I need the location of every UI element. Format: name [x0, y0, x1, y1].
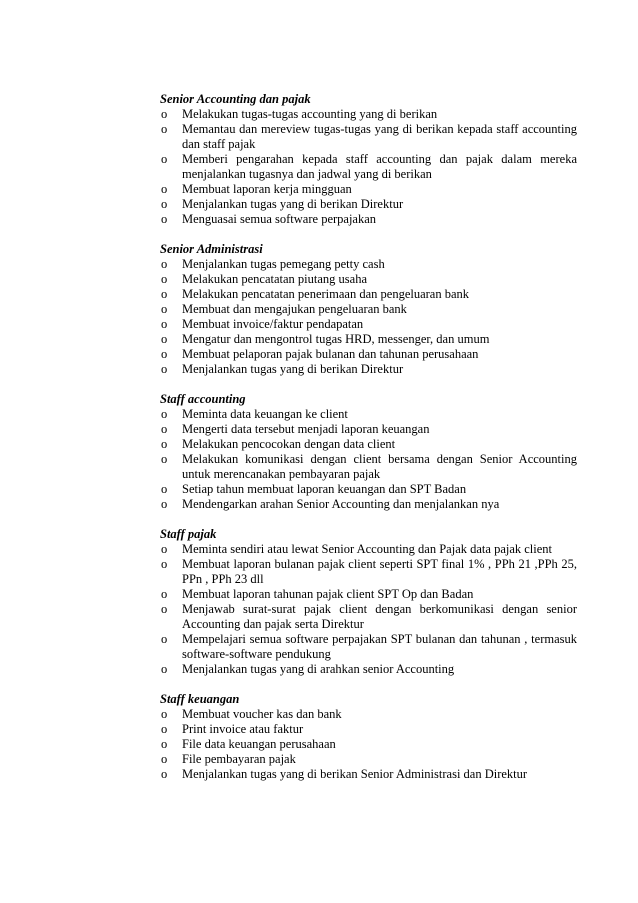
section-title: Senior Administrasi [160, 242, 263, 256]
section-senior-administrasi [160, 242, 577, 377]
list-item [160, 587, 577, 602]
item-text: Membuat laporan kerja mingguan [182, 182, 352, 196]
bullet-icon: o [161, 602, 168, 616]
list-item [160, 497, 577, 512]
item-text: Melakukan pencocokan dengan data client [182, 437, 396, 451]
list-item [160, 302, 577, 317]
item-text: Mengatur dan mengontrol tugas HRD, messenger, dan umum [182, 332, 490, 346]
section-title: Senior Accounting dan pajak [160, 92, 311, 106]
bullet-icon: o [161, 632, 168, 646]
section-title: Staff keuangan [160, 692, 240, 706]
item-text: Menguasai semua software perpajakan [182, 212, 377, 226]
bullet-icon: o [161, 122, 168, 136]
list-item [160, 257, 577, 272]
section-senior-accounting [160, 92, 577, 227]
list-item [160, 752, 577, 767]
list-item [160, 122, 577, 152]
item-text: Menjawab surat-surat pajak client dengan berkomunikasi dengan senior Accounting dan pajak serta Direktur [182, 602, 577, 631]
list-item [160, 767, 577, 782]
item-text: Mempelajari semua software perpajakan SPT bulanan dan tahunan , termasuk software-software pendukung [182, 632, 577, 661]
item-list [160, 257, 577, 377]
list-item [160, 452, 577, 482]
item-text: Mendengarkan arahan Senior Accounting dan menjalankan nya [182, 497, 500, 511]
bullet-icon: o [161, 737, 168, 751]
item-list [160, 542, 577, 677]
bullet-icon: o [161, 587, 168, 601]
item-text: Menjalankan tugas yang di berikan Senior Administrasi dan Direktur [182, 767, 528, 781]
bullet-icon: o [161, 497, 168, 511]
list-item [160, 182, 577, 197]
bullet-icon: o [161, 452, 168, 466]
item-list [160, 107, 577, 227]
list-item [160, 557, 577, 587]
item-text: Melakukan pencatatan piutang usaha [182, 272, 367, 286]
item-text: Melakukan tugas-tugas accounting yang di berikan [182, 107, 438, 121]
item-text: Memantau dan mereview tugas-tugas yang di berikan kepada staff accounting dan staff pajak [182, 122, 577, 151]
item-text: Membuat voucher kas dan bank [182, 707, 342, 721]
item-text: Melakukan komunikasi dengan client bersama dengan Senior Accounting untuk merencanakan pembayaran pajak [182, 452, 577, 481]
bullet-icon: o [161, 347, 168, 361]
list-item [160, 422, 577, 437]
bullet-icon: o [161, 317, 168, 331]
list-item [160, 542, 577, 557]
bullet-icon: o [161, 152, 168, 166]
item-text: Membuat dan mengajukan pengeluaran bank [182, 302, 407, 316]
item-list [160, 707, 577, 782]
item-text: File data keuangan perusahaan [182, 737, 336, 751]
list-item [160, 152, 577, 182]
item-text: Membuat laporan tahunan pajak client SPT Op dan Badan [182, 587, 474, 601]
item-text: Memberi pengarahan kepada staff accounting dan pajak dalam mereka menjalankan tugasnya dan jadwal yang di berikan [182, 152, 577, 181]
item-text: Menjalankan tugas yang di arahkan senior Accounting [182, 662, 455, 676]
section-staff-accounting [160, 392, 577, 512]
item-text: File pembayaran pajak [182, 752, 296, 766]
bullet-icon: o [161, 332, 168, 346]
item-text: Melakukan pencatatan penerimaan dan pengeluaran bank [182, 287, 470, 301]
section-staff-keuangan [160, 692, 577, 782]
item-text: Membuat laporan bulanan pajak client seperti SPT final 1% , PPh 21 ,PPh 25, PPn , PPh 23 dll [182, 557, 577, 586]
section-staff-pajak [160, 527, 577, 677]
bullet-icon: o [161, 767, 168, 781]
bullet-icon: o [161, 752, 168, 766]
bullet-icon: o [161, 362, 168, 376]
bullet-icon: o [161, 542, 168, 556]
item-text: Meminta data keuangan ke client [182, 407, 348, 421]
list-item [160, 272, 577, 287]
list-item [160, 107, 577, 122]
bullet-icon: o [161, 557, 168, 571]
bullet-icon: o [161, 482, 168, 496]
item-list [160, 407, 577, 512]
document-page [160, 92, 577, 797]
list-item [160, 602, 577, 632]
bullet-icon: o [161, 197, 168, 211]
list-item [160, 437, 577, 452]
list-item [160, 662, 577, 677]
bullet-icon: o [161, 302, 168, 316]
list-item [160, 632, 577, 662]
list-item [160, 317, 577, 332]
item-text: Membuat invoice/faktur pendapatan [182, 317, 364, 331]
item-text: Menjalankan tugas yang di berikan Direktur [182, 362, 404, 376]
list-item [160, 407, 577, 422]
bullet-icon: o [161, 182, 168, 196]
section-title: Staff accounting [160, 392, 246, 406]
list-item [160, 707, 577, 722]
bullet-icon: o [161, 407, 168, 421]
bullet-icon: o [161, 287, 168, 301]
section-title: Staff pajak [160, 527, 217, 541]
bullet-icon: o [161, 437, 168, 451]
bullet-icon: o [161, 662, 168, 676]
list-item [160, 362, 577, 377]
bullet-icon: o [161, 422, 168, 436]
list-item [160, 737, 577, 752]
list-item [160, 482, 577, 497]
list-item [160, 212, 577, 227]
list-item [160, 197, 577, 212]
list-item [160, 347, 577, 362]
item-text: Setiap tahun membuat laporan keuangan dan SPT Badan [182, 482, 467, 496]
bullet-icon: o [161, 272, 168, 286]
list-item [160, 332, 577, 347]
bullet-icon: o [161, 722, 168, 736]
list-item [160, 287, 577, 302]
bullet-icon: o [161, 212, 168, 226]
item-text: Meminta sendiri atau lewat Senior Accounting dan Pajak data pajak client [182, 542, 553, 556]
bullet-icon: o [161, 107, 168, 121]
item-text: Mengerti data tersebut menjadi laporan keuangan [182, 422, 430, 436]
bullet-icon: o [161, 707, 168, 721]
bullet-icon: o [161, 257, 168, 271]
item-text: Menjalankan tugas yang di berikan Direktur [182, 197, 404, 211]
item-text: Print invoice atau faktur [182, 722, 304, 736]
item-text: Menjalankan tugas pemegang petty cash [182, 257, 385, 271]
list-item [160, 722, 577, 737]
item-text: Membuat pelaporan pajak bulanan dan tahunan perusahaan [182, 347, 479, 361]
